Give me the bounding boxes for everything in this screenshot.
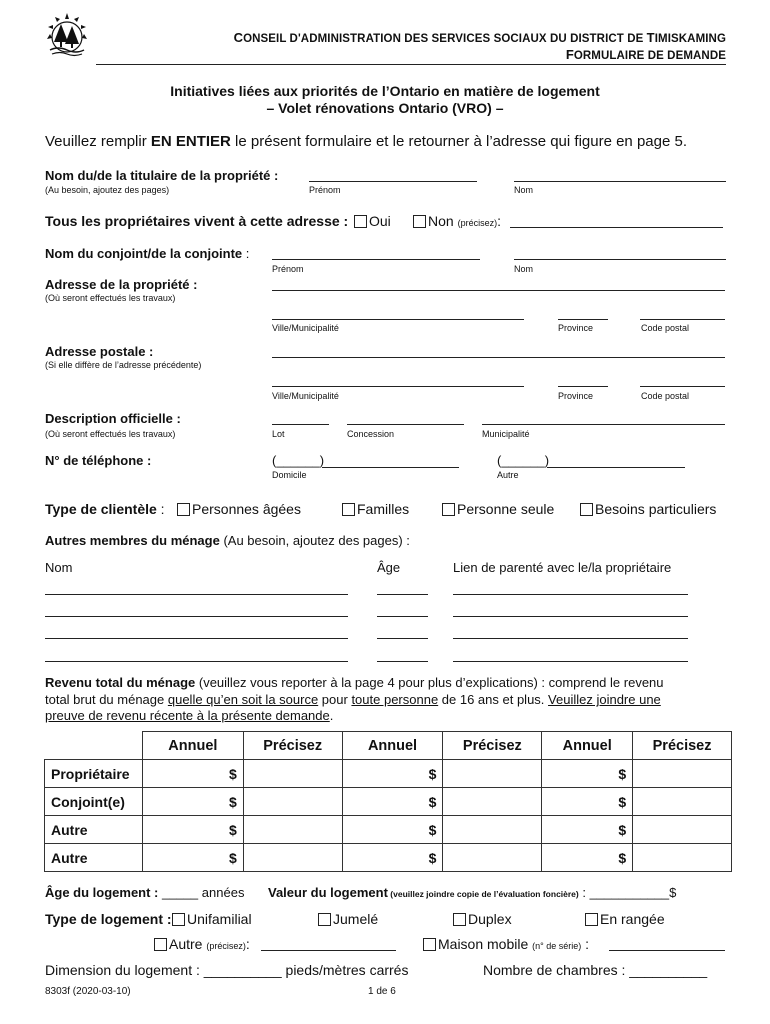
dwelling-type-mobile[interactable]: Maison mobile (n° de série) : (423, 936, 589, 952)
table-header: Précisez (633, 732, 732, 760)
phone-other-caption: Autre (497, 470, 519, 480)
household-name-field[interactable] (45, 638, 348, 639)
property-province-caption: Province (558, 323, 594, 333)
household-relation-field[interactable] (453, 661, 688, 662)
mobile-home-checkbox[interactable] (423, 938, 436, 951)
household-age-field[interactable] (377, 661, 428, 662)
dwelling-type-semi[interactable]: Jumelé (318, 911, 378, 927)
annual-input[interactable]: $ (542, 844, 633, 872)
concession-caption: Concession (347, 429, 395, 439)
all-owners-row: Tous les propriétaires vivent à cette adresse : (45, 213, 349, 229)
household-relation-field[interactable] (453, 616, 688, 617)
household-col-name: Nom (45, 560, 73, 575)
duplex-checkbox[interactable] (453, 913, 466, 926)
household-relation-field[interactable] (453, 594, 688, 595)
mailing-province-caption: Province (558, 391, 594, 401)
dwelling-type-row[interactable]: En rangée (585, 911, 665, 927)
property-address-field[interactable] (272, 290, 725, 291)
specify-input[interactable] (243, 788, 342, 816)
row-label: Autre (45, 816, 143, 844)
org-name: CONSEIL D'ADMINISTRATION DES SERVICES SOCIAUX DU DISTRICT DE TIMISKAMING (233, 30, 726, 45)
other-checkbox[interactable] (154, 938, 167, 951)
spouse-first-name-caption: Prénom (272, 264, 304, 274)
table-row (45, 760, 732, 788)
dwelling-age-row: Âge du logement : _____ années (45, 885, 245, 900)
municipality-caption: Municipalité (482, 429, 530, 439)
income-table (44, 731, 732, 872)
bedrooms-field[interactable]: __________ (629, 962, 708, 978)
client-type-single[interactable]: Personne seule (442, 501, 554, 517)
dwelling-type-duplex[interactable]: Duplex (453, 911, 512, 927)
household-age-field[interactable] (377, 616, 428, 617)
client-type-label: Type de clientèle : (45, 501, 165, 517)
specify-input[interactable] (633, 788, 732, 816)
property-province-field[interactable] (558, 319, 608, 320)
phone-other-prefix: (______) (497, 453, 550, 468)
row-label: Conjoint(e) (45, 788, 143, 816)
owner-note: (Au besoin, ajoutez des pages) (45, 185, 170, 195)
income-text-line3: preuve de revenu récente à la présente demande. (45, 708, 334, 723)
mailing-address-note: (Si elle diffère de l’adresse précédente) (45, 360, 202, 370)
income-text-line2: total brut du ménage quelle qu’en soit la source pour toute personne de 16 ans et plus. Veuillez joindre une (45, 692, 661, 707)
logo (44, 12, 90, 58)
seniors-checkbox[interactable] (177, 503, 190, 516)
serial-number-field[interactable] (609, 950, 725, 951)
property-city-field[interactable] (272, 319, 524, 320)
page-number: 1 de 6 (368, 986, 396, 997)
lot-caption: Lot (272, 429, 285, 439)
household-col-age: Âge (377, 560, 401, 575)
client-type-families[interactable]: Familles (342, 501, 409, 517)
table-row (45, 788, 732, 816)
household-age-field[interactable] (377, 594, 428, 595)
special-needs-checkbox[interactable] (580, 503, 593, 516)
household-relation-field[interactable] (453, 638, 688, 639)
annual-input[interactable]: $ (542, 816, 633, 844)
mailing-address-label: Adresse postale : (45, 344, 154, 359)
annual-input[interactable]: $ (542, 760, 633, 788)
household-name-field[interactable] (45, 616, 348, 617)
household-col-relation: Lien de parenté avec le/la propriétaire (453, 560, 672, 575)
row-label: Propriétaire (45, 760, 143, 788)
annual-input[interactable]: $ (342, 788, 443, 816)
owner-first-name-caption: Prénom (309, 185, 341, 195)
client-type-seniors[interactable]: Personnes âgées (177, 501, 301, 517)
annual-input[interactable]: $ (342, 816, 443, 844)
all-owners-specify-field[interactable] (510, 227, 723, 228)
concession-field[interactable] (347, 424, 464, 425)
owner-label: Nom du/de la titulaire de la propriété : (45, 168, 279, 183)
annual-input[interactable]: $ (342, 760, 443, 788)
municipality-field[interactable] (482, 424, 725, 425)
mailing-postal-field[interactable] (640, 386, 725, 387)
dwelling-value-field[interactable]: : ___________$ (578, 885, 677, 900)
table-header-row (45, 732, 732, 760)
families-checkbox[interactable] (342, 503, 355, 516)
table-header: Annuel (542, 732, 633, 760)
phone-home-field[interactable] (322, 467, 459, 468)
specify-input[interactable] (443, 760, 542, 788)
owner-last-name-caption: Nom (514, 185, 534, 195)
annual-input[interactable]: $ (342, 844, 443, 872)
household-label: Autres membres du ménage (Au besoin, ajoutez des pages) : (45, 533, 410, 548)
legal-description-note: (Où seront effectués les travaux) (45, 429, 176, 439)
specify-input[interactable] (443, 816, 542, 844)
spouse-first-name-field[interactable] (272, 259, 480, 260)
annual-input[interactable]: $ (142, 844, 243, 872)
mailing-postal-caption: Code postal (641, 391, 690, 401)
specify-input[interactable] (633, 760, 732, 788)
household-name-field[interactable] (45, 594, 348, 595)
table-header: Annuel (142, 732, 243, 760)
household-age-field[interactable] (377, 638, 428, 639)
legal-description-label: Description officielle : (45, 411, 181, 426)
mailing-city-field[interactable] (272, 386, 524, 387)
form-number: 8303f (2020-03-10) (45, 986, 131, 997)
spouse-last-name-caption: Nom (514, 264, 534, 274)
table-row (45, 844, 732, 872)
annual-input[interactable]: $ (142, 788, 243, 816)
other-specify-field[interactable] (261, 950, 396, 951)
income-text-line1: Revenu total du ménage (veuillez vous reporter à la page 4 pour plus d’explications) : comprend le revenu (45, 675, 664, 690)
property-postal-caption: Code postal (641, 323, 690, 333)
table-header: Précisez (243, 732, 342, 760)
page-title: Initiatives liées aux priorités de l’Ontario en matière de logement (170, 83, 600, 99)
property-city-caption: Ville/Municipalité (272, 323, 339, 333)
property-address-label: Adresse de la propriété : (45, 277, 198, 292)
specify-input[interactable] (443, 788, 542, 816)
dwelling-value-row: Valeur du logement (veuillez joindre copie de l’évaluation foncière) : ___________$ (268, 885, 677, 900)
phone-home-prefix: (______) (272, 453, 325, 468)
page-subtitle: – Volet rénovations Ontario (VRO) – (266, 100, 504, 116)
mailing-address-field[interactable] (272, 357, 725, 358)
client-type-special-needs[interactable]: Besoins particuliers (580, 501, 716, 517)
specify-input[interactable] (243, 816, 342, 844)
dwelling-size-field[interactable]: __________ (203, 962, 282, 978)
specify-input[interactable] (243, 760, 342, 788)
phone-other-field[interactable] (547, 467, 685, 468)
mailing-province-field[interactable] (558, 386, 608, 387)
specify-input[interactable] (633, 844, 732, 872)
property-postal-field[interactable] (640, 319, 725, 320)
all-owners-no[interactable]: Non (précisez): (413, 213, 501, 229)
all-owners-yes[interactable]: Oui (354, 213, 391, 229)
annual-input[interactable]: $ (142, 816, 243, 844)
row-house-checkbox[interactable] (585, 913, 598, 926)
dwelling-size-row: Dimension du logement : __________ pieds/mètres carrés (45, 962, 409, 978)
mailing-city-caption: Ville/Municipalité (272, 391, 339, 401)
dwelling-type-single[interactable]: Unifamilial (172, 911, 252, 927)
specify-input[interactable] (243, 844, 342, 872)
table-corner (45, 732, 143, 760)
table-header: Annuel (342, 732, 443, 760)
dwelling-age-field[interactable]: _____ (162, 885, 199, 900)
property-address-note: (Où seront effectués les travaux) (45, 293, 176, 303)
phone-home-caption: Domicile (272, 470, 307, 480)
phone-label: N° de téléphone : (45, 453, 152, 468)
lot-field[interactable] (272, 424, 329, 425)
form-type: FORMULAIRE DE DEMANDE (565, 47, 726, 62)
yes-checkbox[interactable] (354, 215, 367, 228)
spouse-last-name-field[interactable] (514, 259, 726, 260)
instruction: Veuillez remplir EN ENTIER le présent formulaire et le retourner à l’adresse qui figure en page 5. (45, 133, 687, 150)
dwelling-type-label: Type de logement : (45, 911, 172, 927)
dwelling-type-other[interactable]: Autre (précisez): (154, 936, 250, 952)
single-family-checkbox[interactable] (172, 913, 185, 926)
spouse-label: Nom du conjoint/de la conjointe : (45, 246, 250, 261)
specify-input[interactable] (443, 844, 542, 872)
row-label: Autre (45, 844, 143, 872)
bedrooms-row: Nombre de chambres : __________ (483, 962, 708, 978)
annual-input[interactable]: $ (142, 760, 243, 788)
no-checkbox[interactable] (413, 215, 426, 228)
owner-first-name-field[interactable] (309, 181, 477, 182)
table-header: Précisez (443, 732, 542, 760)
owner-last-name-field[interactable] (514, 181, 726, 182)
semi-detached-checkbox[interactable] (318, 913, 331, 926)
table-row (45, 816, 732, 844)
specify-input[interactable] (633, 816, 732, 844)
header-rule (96, 64, 726, 65)
household-name-field[interactable] (45, 661, 348, 662)
single-checkbox[interactable] (442, 503, 455, 516)
annual-input[interactable]: $ (542, 788, 633, 816)
